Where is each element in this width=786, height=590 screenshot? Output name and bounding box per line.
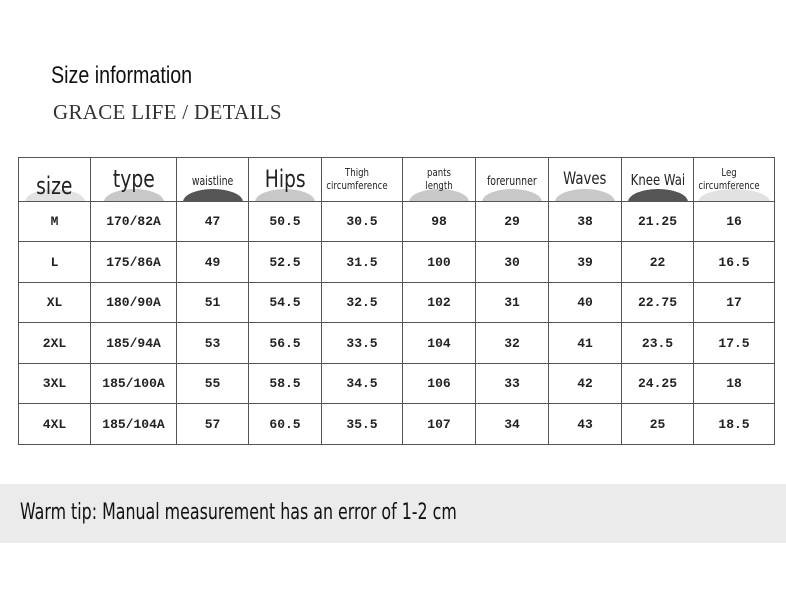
cell-waves: 43 [549,404,622,445]
cell-leg: 16.5 [694,242,775,283]
cell-waves: 40 [549,282,622,323]
cell-waistline: 53 [177,323,249,364]
cell-pants-length: 100 [403,242,476,283]
cell-leg: 18.5 [694,404,775,445]
cell-pants-length: 106 [403,363,476,404]
brand-subtitle: GRACE LIFE / DETAILS [53,100,282,124]
cell-forerunner: 32 [476,323,549,364]
cell-hips: 56.5 [249,323,322,364]
page-title: Size information [51,62,193,89]
table-row [19,404,775,445]
cell-forerunner: 29 [476,201,549,242]
cell-type: 175/86A [91,242,177,283]
warm-tip-banner [0,484,786,543]
column-header-waves: Waves [549,158,622,202]
cell-type: 185/100A [91,363,177,404]
cell-waistline: 49 [177,242,249,283]
cell-type: 180/90A [91,282,177,323]
cell-leg: 18 [694,363,775,404]
table-row [19,323,775,364]
cell-size: XL [19,282,91,323]
column-header-size: size [19,158,91,202]
column-header-hips: Hips [249,158,322,202]
table-row [19,282,775,323]
cell-size: 3XL [19,363,91,404]
column-header-thigh: Thigh circumference [322,158,403,202]
cell-waves: 38 [549,201,622,242]
cell-hips: 60.5 [249,404,322,445]
cell-type: 185/104A [91,404,177,445]
cell-forerunner: 31 [476,282,549,323]
cell-knee: 22.75 [622,282,694,323]
cell-forerunner: 34 [476,404,549,445]
column-header-knee: Knee Wai [622,158,694,202]
cell-knee: 23.5 [622,323,694,364]
cell-pants-length: 107 [403,404,476,445]
warm-tip-text: Warm tip: Manual measurement has an error of 1-2 cm [20,500,457,525]
table-row [19,242,775,283]
cell-leg: 17.5 [694,323,775,364]
cell-waistline: 55 [177,363,249,404]
cell-type: 185/94A [91,323,177,364]
cell-waistline: 51 [177,282,249,323]
cell-size: M [19,201,91,242]
cell-hips: 52.5 [249,242,322,283]
table-row [19,363,775,404]
column-header-leg: Leg circumference [694,158,775,202]
cell-thigh: 32.5 [322,282,403,323]
cell-hips: 58.5 [249,363,322,404]
table-row [19,201,775,242]
cell-leg: 16 [694,201,775,242]
cell-size: L [19,242,91,283]
cell-pants-length: 102 [403,282,476,323]
cell-waves: 42 [549,363,622,404]
cell-waves: 39 [549,242,622,283]
cell-pants-length: 98 [403,201,476,242]
size-table [18,157,775,445]
cell-thigh: 33.5 [322,323,403,364]
cell-knee: 24.25 [622,363,694,404]
cell-thigh: 31.5 [322,242,403,283]
table-header-row [19,158,775,202]
cell-waistline: 57 [177,404,249,445]
cell-forerunner: 33 [476,363,549,404]
cell-knee: 21.25 [622,201,694,242]
cell-thigh: 35.5 [322,404,403,445]
column-header-forerunner: forerunner [476,158,549,202]
cell-waves: 41 [549,323,622,364]
cell-size: 2XL [19,323,91,364]
cell-hips: 50.5 [249,201,322,242]
cell-type: 170/82A [91,201,177,242]
column-header-waistline: waistline [177,158,249,202]
cell-forerunner: 30 [476,242,549,283]
cell-thigh: 34.5 [322,363,403,404]
cell-thigh: 30.5 [322,201,403,242]
cell-hips: 54.5 [249,282,322,323]
cell-knee: 22 [622,242,694,283]
column-header-pants-length: pants length [403,158,476,202]
cell-knee: 25 [622,404,694,445]
cell-waistline: 47 [177,201,249,242]
cell-pants-length: 104 [403,323,476,364]
cell-size: 4XL [19,404,91,445]
cell-leg: 17 [694,282,775,323]
column-header-type: type [91,158,177,202]
